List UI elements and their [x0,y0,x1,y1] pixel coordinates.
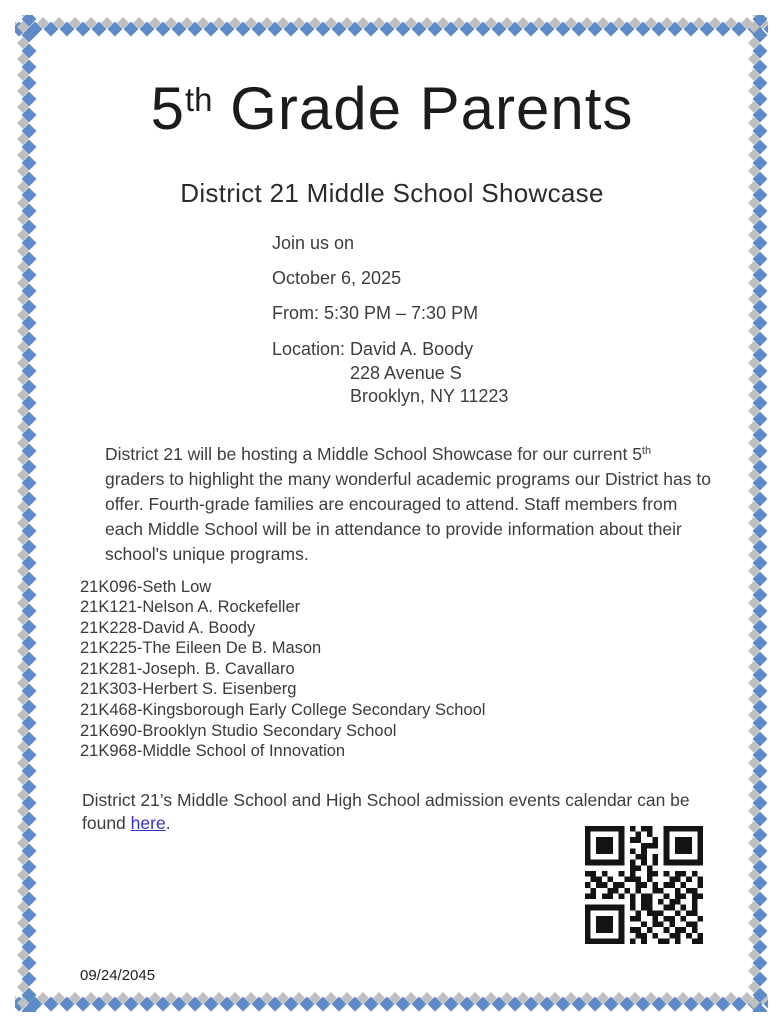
calendar-link[interactable]: here [130,812,166,833]
school-item: 21K690-Brooklyn Studio Secondary School [80,721,397,740]
title-number: 5 [150,75,185,142]
subtitle: District 21 Middle School Showcase [180,178,604,208]
intro-ordinal-suffix: th [641,444,652,457]
school-item: 21K096-Seth Low [80,577,212,596]
join-line: Join us on [272,233,355,253]
event-time: From: 5:30 PM – 7:30 PM [272,303,479,323]
event-date: October 6, 2025 [272,268,402,288]
address-line-2: Brooklyn, NY 11223 [350,386,509,406]
school-item: 21K121-Nelson A. Rockefeller [80,598,301,617]
school-item: 21K468-Kingsborough Early College Secondary School [80,701,486,720]
school-item: 21K281-Joseph. B. Cavallaro [80,659,295,678]
school-item: 21K303-Herbert S. Eisenberg [80,680,297,699]
title-text: Grade Parents [212,75,634,142]
calendar-text-after: . [165,812,171,833]
calendar-note [82,789,714,835]
address-line-1: 228 Avenue S [350,362,462,383]
intro-paragraph [105,439,712,567]
title-ordinal-suffix: th [184,81,213,118]
school-item: 21K968-Middle School of Innovation [80,742,346,761]
intro-text-before: District 21 will be hosting a Middle School Showcase for our current 5 [105,443,642,464]
school-list [80,577,784,762]
school-item: 21K228-David A. Boody [80,618,256,637]
calendar-text-before: District 21’s Middle School and High School admission events calendar can be found [82,789,690,833]
school-item: 21K225-The Eileen De B. Mason [80,639,322,658]
location-line: Location: David A. Boody [272,339,474,359]
intro-text-after: graders to highlight the many wonderful academic programs our District has to offer. Fourth-grade families are encouraged to attend. Staff members from each Middle School will be in attendance to provide information about their school's unique programs. [105,468,711,564]
footer-date: 09/24/2045 [80,967,156,984]
page-title [0,76,784,142]
event-details [272,233,784,409]
